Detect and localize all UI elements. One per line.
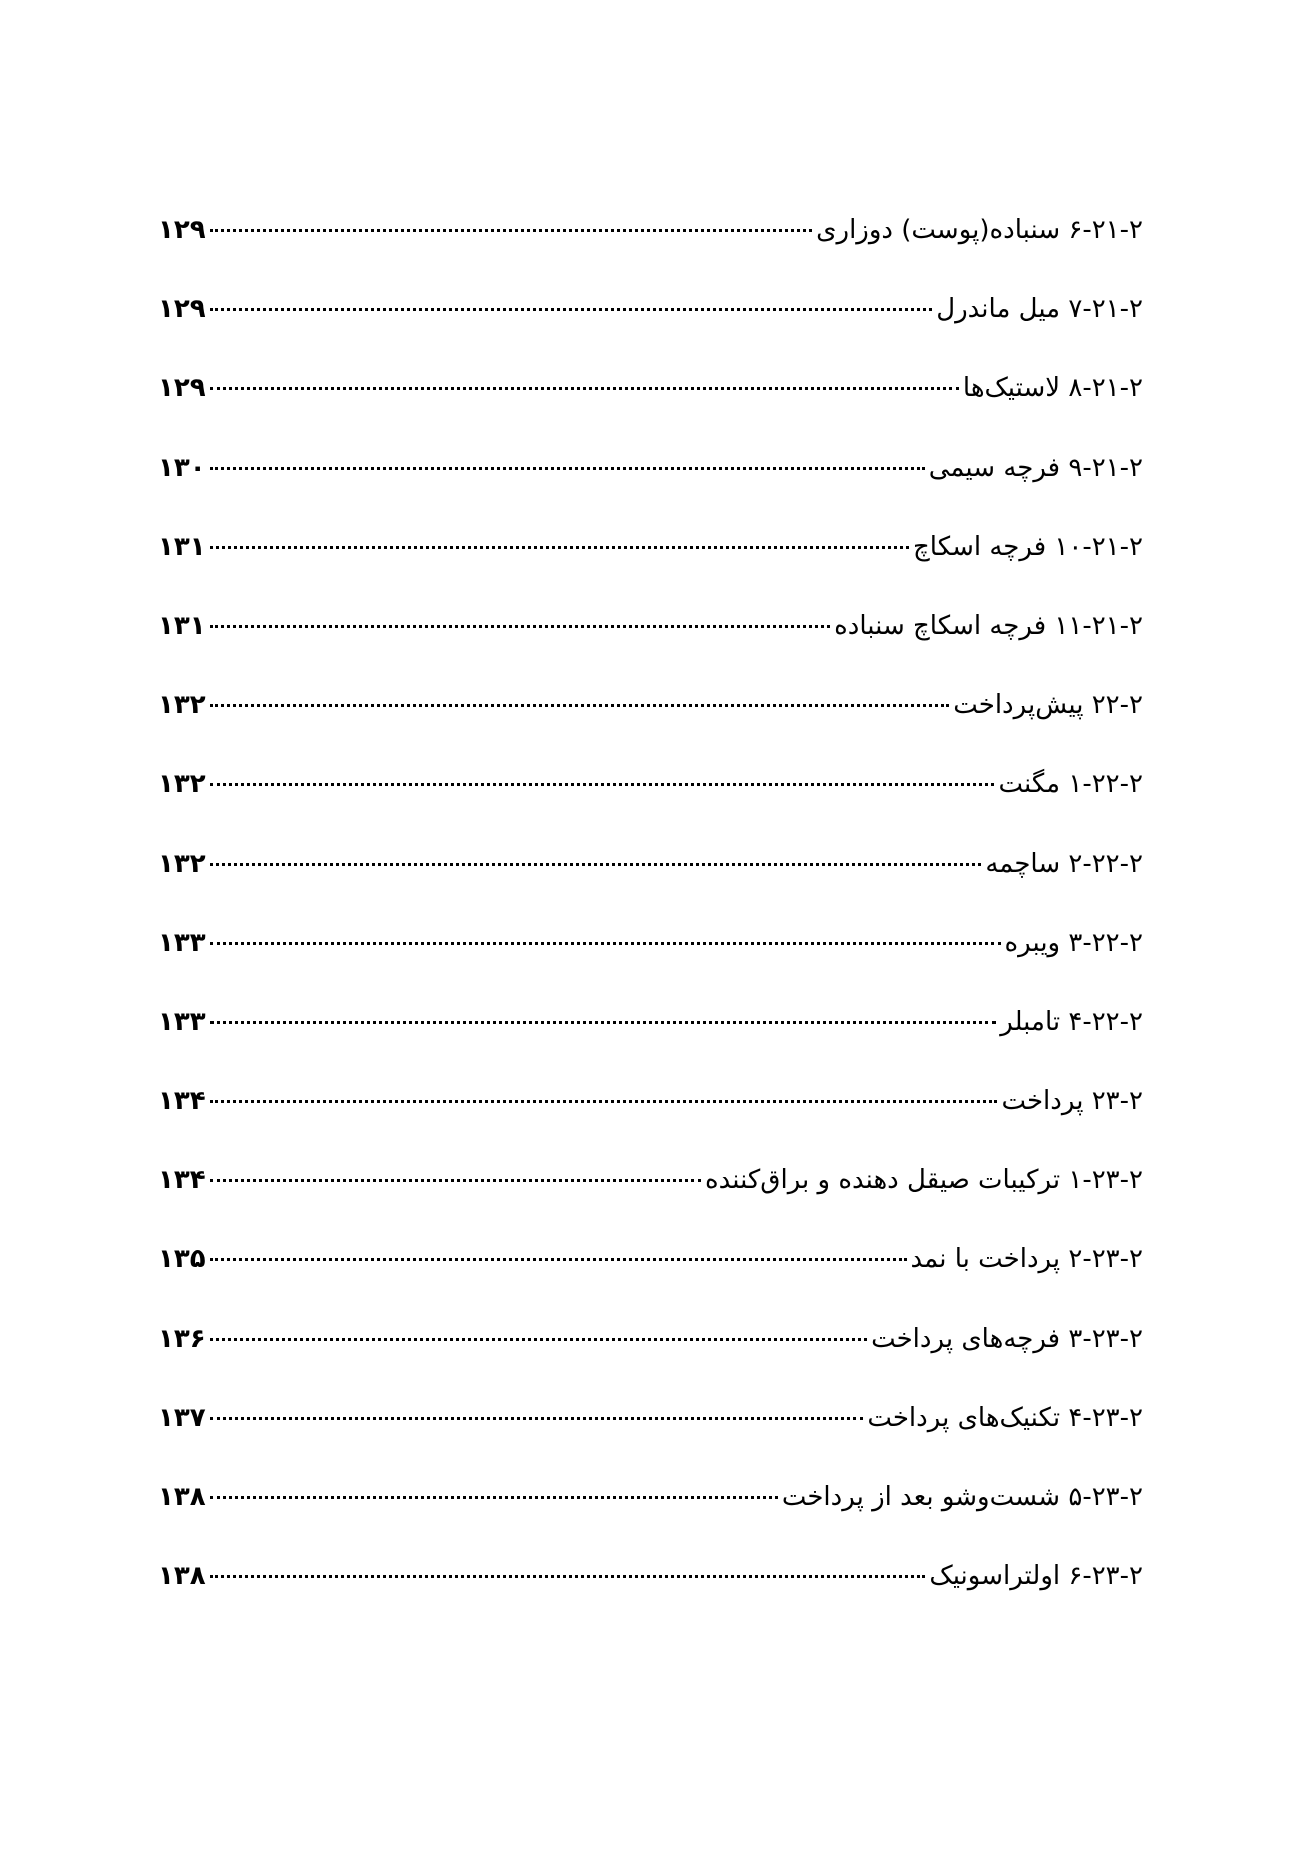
toc-entry-page-number: ۱۳۷ [158, 1402, 206, 1433]
toc-entry-title: ۳-۲۲-۲ ویبره [1004, 927, 1143, 958]
dot-leader [210, 308, 933, 311]
toc-entry[interactable] [158, 520, 1143, 599]
toc-entry-page-number: ۱۳۳ [158, 927, 206, 958]
toc-entry-page-number: ۱۳۶ [158, 1323, 206, 1354]
dot-leader [210, 1417, 864, 1420]
table-of-contents [158, 203, 1143, 1628]
toc-entry-page-number: ۱۳۱ [158, 610, 206, 641]
toc-entry-page-number: ۱۲۹ [158, 373, 206, 404]
toc-entry-title: ۴-۲۲-۲ تامبلر [1000, 1006, 1143, 1037]
toc-entry-title: ۲-۲۳-۲ پرداخت با نمد [910, 1244, 1143, 1275]
dot-leader [210, 625, 831, 628]
dot-leader [210, 1021, 997, 1024]
toc-entry-page-number: ۱۳۸ [158, 1561, 206, 1592]
toc-entry-title: ۶-۲۱-۲ سنباده(پوست) دوزاری [816, 215, 1143, 245]
dot-leader [210, 942, 1001, 945]
toc-entry-title: ۲۳-۲ پرداخت [1001, 1086, 1143, 1117]
toc-entry-page-number: ۱۳۵ [158, 1244, 206, 1275]
toc-entry-page-number: ۱۳۲ [158, 690, 206, 721]
toc-entry[interactable] [158, 1153, 1143, 1232]
toc-entry[interactable] [158, 203, 1143, 282]
toc-entry-page-number: ۱۳۲ [158, 769, 206, 800]
toc-entry-title: ۳-۲۳-۲ فرچه‌های پرداخت [871, 1323, 1143, 1354]
toc-entry[interactable] [158, 916, 1143, 995]
toc-entry-title: ۵-۲۳-۲ شست‌وشو بعد از پرداخت [781, 1482, 1143, 1512]
toc-entry-title: ۸-۲۱-۲ لاستیک‌ها [962, 373, 1143, 404]
toc-entry-page-number: ۱۳۱ [158, 531, 206, 562]
toc-entry-title: ۹-۲۱-۲ فرچه سیمی [928, 452, 1143, 483]
toc-entry-page-number: ۱۲۹ [158, 294, 206, 325]
toc-entry[interactable] [158, 599, 1143, 678]
dot-leader [210, 467, 925, 470]
dot-leader [210, 863, 982, 866]
dot-leader [210, 783, 995, 786]
toc-entry-title: ۲۲-۲ پیش‌پرداخت [953, 690, 1143, 721]
toc-entry[interactable] [158, 282, 1143, 361]
toc-entry-page-number: ۱۳۰ [158, 452, 206, 483]
dot-leader [210, 387, 959, 390]
dot-leader [210, 1258, 907, 1261]
toc-entry-page-number: ۱۳۲ [158, 848, 206, 879]
toc-entry-title: ۱۰-۲۱-۲ فرچه اسکاچ [913, 531, 1143, 562]
toc-entry[interactable] [158, 1391, 1143, 1470]
toc-entry-title: ۲-۲۲-۲ ساچمه [985, 848, 1143, 879]
toc-entry[interactable] [158, 995, 1143, 1074]
toc-entry-title: ۱-۲۳-۲ ترکیبات صیقل دهنده و براق‌کننده [704, 1165, 1143, 1196]
toc-entry[interactable] [158, 1549, 1143, 1628]
dot-leader [210, 1338, 867, 1341]
toc-entry[interactable] [158, 837, 1143, 916]
toc-entry-page-number: ۱۳۴ [158, 1165, 206, 1196]
toc-entry[interactable] [158, 678, 1143, 757]
toc-entry-page-number: ۱۲۹ [158, 215, 206, 245]
toc-entry[interactable] [158, 1232, 1143, 1311]
dot-leader [210, 1575, 926, 1578]
toc-entry-title: ۱-۲۲-۲ مگنت [998, 769, 1143, 800]
toc-entry[interactable] [158, 757, 1143, 836]
toc-entry[interactable] [158, 1074, 1143, 1153]
toc-entry[interactable] [158, 1312, 1143, 1391]
toc-entry-title: ۷-۲۱-۲ میل ماندرل [936, 294, 1143, 325]
toc-entry-page-number: ۱۳۴ [158, 1086, 206, 1117]
toc-entry[interactable] [158, 361, 1143, 440]
toc-entry[interactable] [158, 441, 1143, 520]
toc-entry-page-number: ۱۳۳ [158, 1006, 206, 1037]
dot-leader [210, 1179, 701, 1182]
dot-leader [210, 229, 813, 232]
toc-entry-title: ۱۱-۲۱-۲ فرچه اسکاچ سنباده [834, 610, 1143, 641]
dot-leader [210, 546, 909, 549]
dot-leader [210, 1496, 778, 1499]
toc-entry-title: ۴-۲۳-۲ تکنیک‌های پرداخت [867, 1402, 1143, 1433]
dot-leader [210, 1100, 998, 1103]
dot-leader [210, 704, 950, 707]
toc-entry-page-number: ۱۳۸ [158, 1482, 206, 1512]
toc-entry-title: ۶-۲۳-۲ اولتراسونیک [929, 1561, 1143, 1592]
toc-entry[interactable] [158, 1470, 1143, 1549]
